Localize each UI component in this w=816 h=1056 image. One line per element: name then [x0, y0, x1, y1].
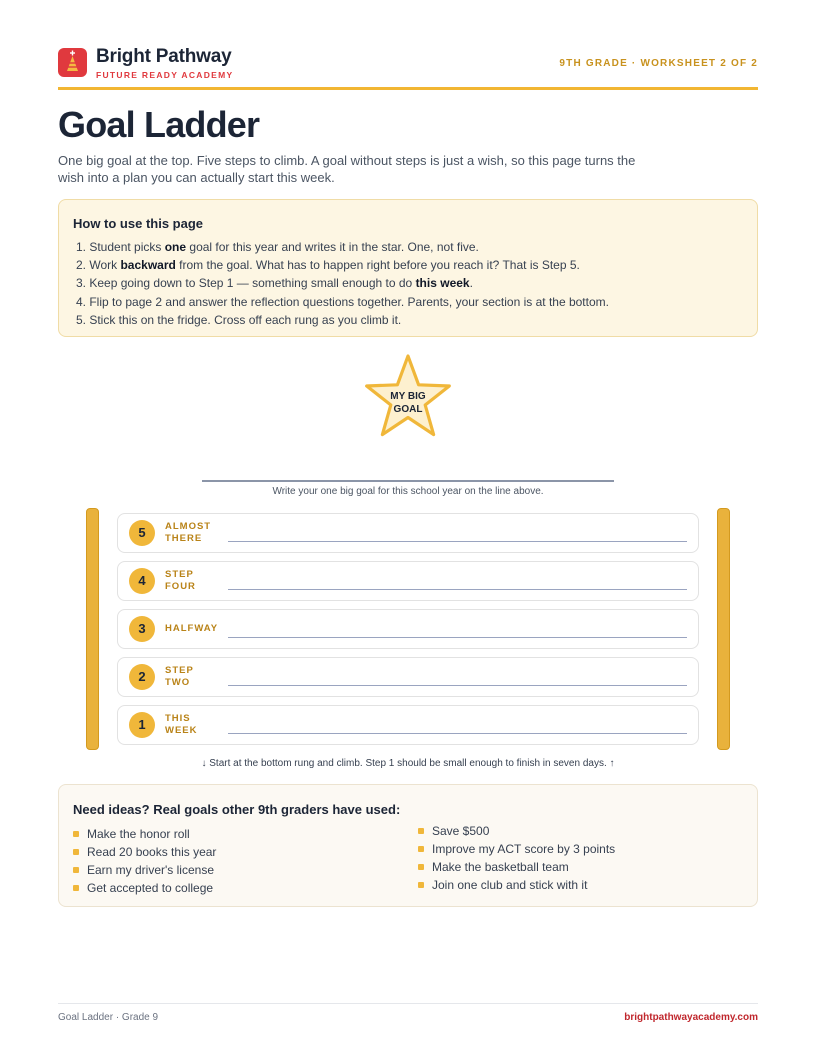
rung-write-line[interactable] [228, 637, 687, 638]
how-to-item: 5. Stick this on the fridge. Cross off each rung as you climb it. [76, 312, 402, 327]
rung-write-line[interactable] [228, 733, 687, 734]
footer-page-label: Goal Ladder · Grade 9 [58, 1012, 159, 1023]
how-to-item: 2. Work backward from the goal. What has to happen right before you reach it? That is Step 5. [76, 258, 580, 273]
rung-number: 4 [129, 568, 155, 594]
idea-item: Save $500 [418, 822, 615, 840]
rung-write-line[interactable] [228, 541, 687, 542]
ladder-rung [117, 657, 699, 697]
big-goal-write-line[interactable] [202, 480, 614, 482]
goal-caption: Write your one big goal for this school year on the line above. [272, 486, 544, 497]
ideas-box [58, 784, 758, 907]
intro-text: One big goal at the top. Five steps to climb. A goal without steps is just a wish, so this page turns the wish into a plan you can actually start this week. [58, 153, 636, 185]
idea-item: Read 20 books this year [73, 843, 216, 861]
how-to-item: 1. Student picks one goal for this year and writes it in the star. One, not five. [76, 240, 479, 254]
rung-label: THIS WEEK [165, 713, 198, 736]
rung-label: STEP TWO [165, 665, 194, 688]
footer-website-link[interactable]: brightpathwayacademy.com [624, 1012, 758, 1023]
how-to-list [73, 238, 743, 329]
idea-item: Make the honor roll [73, 825, 216, 843]
brand-name: Bright Pathway [96, 46, 232, 67]
worksheet-label: 9TH GRADE · WORKSHEET 2 OF 2 [559, 58, 758, 69]
ladder-rail-right [717, 508, 730, 750]
rung-write-line[interactable] [228, 589, 687, 590]
idea-item: Make the basketball team [418, 858, 615, 876]
page-header [58, 46, 758, 90]
idea-item: Join one club and stick with it [418, 876, 615, 894]
footer-divider [58, 1003, 758, 1004]
idea-item: Get accepted to college [73, 879, 216, 897]
page-title: Goal Ladder [58, 104, 260, 145]
ideas-list-left [73, 825, 216, 897]
brand-subtitle: FUTURE READY ACADEMY [96, 70, 234, 80]
ideas-title: Need ideas? Real goals other 9th graders have used: [73, 802, 401, 817]
star-label: MY BIG GOAL [390, 391, 426, 415]
how-to-item: 4. Flip to page 2 and answer the reflection questions together. Parents, your section is at the bottom. [76, 294, 609, 309]
rung-number: 5 [129, 520, 155, 546]
rung-label: HALFWAY [165, 623, 219, 634]
rung-number: 2 [129, 664, 155, 690]
how-to-title: How to use this page [73, 216, 204, 231]
rung-label: STEP FOUR [165, 569, 196, 592]
ladder-star-icon [58, 48, 87, 77]
rung-label: ALMOST THERE [165, 521, 212, 544]
rung-number: 1 [129, 712, 155, 738]
ladder-rung [117, 561, 699, 601]
idea-item: Improve my ACT score by 3 points [418, 840, 615, 858]
climb-note: ↓ Start at the bottom rung and climb. Step 1 should be small enough to finish in seven days. ↑ [201, 758, 615, 769]
ideas-list-right [418, 822, 615, 894]
ladder-rung [117, 609, 699, 649]
rung-number: 3 [129, 616, 155, 642]
ladder-rail-left [86, 508, 99, 750]
ladder-rung [117, 705, 699, 745]
idea-item: Earn my driver's license [73, 861, 216, 879]
rung-write-line[interactable] [228, 685, 687, 686]
how-to-box [58, 199, 758, 337]
ladder-rung [117, 513, 699, 553]
how-to-item: 3. Keep going down to Step 1 — something small enough to do this week. [76, 276, 473, 291]
